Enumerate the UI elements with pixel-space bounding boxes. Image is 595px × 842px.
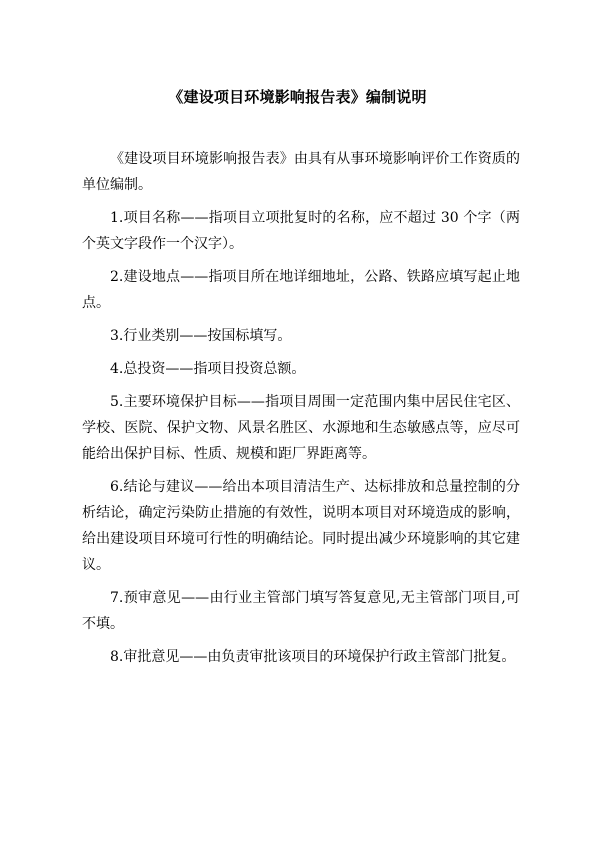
paragraph-project-name: 1.项目名称——指项目立项批复时的名称，应不超过 30 个字（两个英文字段作一个汉字）。	[82, 210, 520, 252]
document-title: 《建设项目环境影响报告表》编制说明	[168, 88, 427, 106]
paragraph-intro: 《建设项目环境影响报告表》由具有从事环境影响评价工作资质的单位编制。	[82, 151, 520, 193]
paragraph-industry-category: 3.行业类别——按国标填写。	[110, 328, 292, 344]
document-body	[82, 146, 520, 677]
paragraph-construction-site: 2.建设地点——指项目所在地详细地址，公路、铁路应填写起止地点。	[82, 269, 520, 311]
paragraph-protection-targets: 5.主要环境保护目标——指项目周围一定范围内集中居民住宅区、学校、医院、保护文物、风景名胜区、水源地和生态敏感点等，应尽可能给出保护目标、性质、规模和距厂界距离等。	[82, 394, 520, 462]
paragraph-approval: 8.审批意见——由负责审批该项目的环境保护行政主管部门批复。	[110, 649, 516, 665]
paragraph-total-investment: 4.总投资——指项目投资总额。	[110, 361, 306, 377]
paragraph-conclusions: 6.结论与建议——给出本项目清洁生产、达标排放和总量控制的分析结论，确定污染防止措施的有效性，说明本项目对环境造成的影响，给出建设项目环境可行性的明确结论。同时提出减少环境影响的其它建议。	[82, 479, 520, 573]
paragraph-pre-review: 7.预审意见——由行业主管部门填写答复意见,无主管部门项目,可不填。	[82, 590, 520, 632]
